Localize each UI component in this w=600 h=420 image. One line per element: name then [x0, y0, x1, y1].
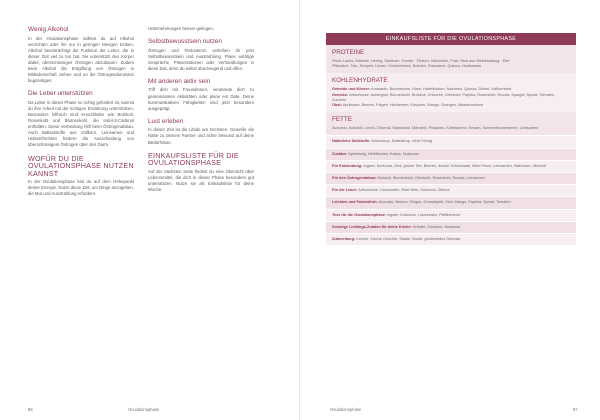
table-title: EINKAUFSLISTE FÜR DIE OVULATIONSPHASE — [326, 33, 576, 45]
row-label: Sonstige Lieblings-Zutaten für deine Küche: — [332, 224, 412, 229]
row-text: Kräuter, Gewürze, Nussmus — [412, 224, 461, 229]
protein-line: Pflanzlich: Tofu, Tempeh, Linsen, Kichererbsen, Bohnen, Edamame, Quinoa, Hanfsamen — [332, 64, 482, 69]
shopping-list-table — [326, 33, 576, 245]
paragraph-intro: Unternehmungen besser gelingen. — [148, 26, 214, 31]
section-fats — [326, 112, 576, 135]
heading-self: Selbstbewusstsein nutzen — [148, 38, 222, 46]
left-column-2 — [148, 26, 254, 199]
paragraph-alcohol: In der Ovulationsphase solltest du auf Alkohol verzichten oder ihn nur in geringen Mengen trinken. Alkohol beeinträchtigt die Funktion der Leber, die in dieser Zeit viel zu tun hat. Sie unterstützt den Körper dabei, überschüssiges Östrogen abzubauen. Zudem kann Alkohol die Entgiftung von Östrogen in Mitleidenschaft ziehen und so die Östrogendominanz begünstigen. — [28, 35, 134, 84]
paragraph-why: In der Ovulationsphase bist du auf dem Höhepunkt deiner Energie. Nutze diese Zeit, um Dinge anzugehen, die Mut und Ausstrahlung erfordern. — [28, 179, 134, 197]
row-label: Für den Östrogenabbau: — [332, 176, 377, 181]
carbs-line-label: Gemüse: — [332, 92, 349, 97]
section-heading-carbs: KOHLENHYDRATE — [332, 77, 388, 85]
page-number-left: 86 — [28, 407, 33, 412]
table-row — [326, 148, 576, 160]
carbs-line-text: Aprikosen, Beeren, Feigen, Himbeeren, Kirschen, Mango, Orangen, Wassermelone — [342, 103, 484, 108]
table-row — [326, 221, 576, 233]
heading-lust: Lust erleben — [148, 117, 184, 125]
paragraph-self: Östrogen und Testosteron verleihen dir jetzt Selbstbewusstsein und Ausstrahlung. Plane wichtige Gespräche, Präsentationen oder Verhandlungen in diese Zeit, denn du wirkst überzeugend und offen. — [148, 47, 254, 71]
row-text: Ingwer, Kurkuma, Löwenzahn, Pfefferminze — [387, 212, 461, 217]
page-number-right: 87 — [573, 407, 578, 412]
footer-title-left: Ovulationsphase — [128, 407, 160, 412]
row-label: Tees für die Ovulationsphase: — [332, 212, 386, 217]
table-row — [326, 172, 576, 184]
row-text: Artischocke, Löwenzahn, Rote Bete, Kurkuma, Zitrone — [358, 188, 450, 193]
row-label: Zusätze: — [332, 151, 348, 156]
section-protein — [326, 45, 576, 73]
fats-line: Avocado, Kokosöl, Leinöl, Olivenöl, Walnussöl, Mandeln, Pistazien, Kürbiskerne, Sesam, Sonnenblumenkerne, Leinsamen — [332, 126, 539, 131]
left-column-1 — [28, 26, 134, 203]
carbs-line-text: Amaranth, Buchweizen, Hirse, Haferflocken, Naturreis, Quinoa, Dinkel, Vollkornbrot — [371, 87, 512, 92]
table-row — [326, 196, 576, 208]
table-row — [326, 184, 576, 196]
carbs-line-label: Getreide und Körner: — [332, 87, 371, 92]
table-row — [326, 209, 576, 221]
section-carbs — [326, 73, 576, 112]
carbs-line — [332, 103, 570, 108]
carbs-line — [332, 93, 570, 103]
row-text: Avocado, Beeren, Feigen, Granatapfel, Kiwi, Mango, Paprika, Spinat, Tomaten — [378, 200, 511, 205]
heading-why: WOFÜR DU DIE OVULATIONSPHASE NUTZEN KANNST — [28, 153, 134, 178]
section-heading-fats: FETTE — [332, 116, 352, 124]
paragraph-social: Triff dich mit Freundinnen, verabrede dich zu gemeinsamen Aktivitäten oder plane ein Date. Deine kommunikativen Fähigkeiten sind jetzt besonders ausgeprägt. — [148, 87, 254, 111]
paragraph-shopping: Auf der nächsten Seite findest du eine Übersicht über Lebensmittel, die dich in dieser Phase besonders gut unterstützen. Nutze sie als Einkaufsliste für deine Woche. — [148, 168, 254, 192]
carbs-line-label: Obst: — [332, 103, 342, 108]
table-row — [326, 135, 576, 147]
paragraph-liver: Da Leber in dieser Phase so richtig gefordert ist, kannst du ihre Arbeit mit der richtigen Ernährung unterstützen. Besonders hilfreich sind Kreuzblütler wie Brokkoli, Rosenkohl und Blumenkohl, die Indol-3-Carbinol enthalten. Diese Verbindung hilft beim Östrogenabbau. Auch Ballaststoffe aus Vollkorn, Leinsamen und Hülsenfrüchten fördern die Ausscheidung von überschüssigem Östrogen über den Darm. — [28, 99, 134, 148]
heading-alcohol: Wenig Alkohol — [28, 26, 69, 33]
heading-shopping: EINKAUFSLISTE FÜR DIE OVULATIONSPHASE — [148, 150, 239, 168]
row-label: Für die Leber: — [332, 188, 358, 193]
row-text: Leichte, frische Gerichte: Salate, Bowls, gedünstetes Gemüse — [356, 237, 461, 242]
section-heading-protein: PROTEINE — [332, 49, 365, 56]
row-label: Leichtes und Farbenfroh: — [332, 200, 378, 205]
row-text: Apfelessig, Hefeflocken, Kakao, Nussmus — [348, 151, 419, 156]
table-row — [326, 160, 576, 172]
row-text: Brokkoli, Blumenkohl, Grünkohl, Rosenkohl, Rucola, Leinsamen — [377, 176, 486, 181]
row-label: Zubereitung: — [332, 237, 356, 242]
row-text: Ahornsirup, Dattelsirup, roher Honig — [371, 139, 432, 144]
row-label: Natürliche Süßstoffe: — [332, 139, 371, 144]
heading-social: Mit anderen aktiv sein — [148, 77, 211, 85]
protein-line: Fisch: Lachs, Makrele, Hering, Sardinen, Forelle · Fleisch: Hähnchen, Pute, Rind aus Weidehaltung · Eier — [332, 59, 510, 63]
row-text: Ingwer, Kurkuma, Zimt, grüner Tee, Beeren, dunkle Schokolade, fetter Fisch, Leinsamen, Walnüsse, Olivenöl — [363, 163, 547, 168]
carbs-line-text: Artischocke, Aubergine, Blumenkohl, Brokkoli, Chicorée, Grünkohl, Paprika, Rosenkohl, Rucola, Spargel, Spinat, Tomaten, Zucchini — [332, 92, 556, 102]
paragraph-lust: In dieser Zeit ist die Libido am höchsten. Genieße die Nähe zu deinem Partner und achte bewusst auf deine Bedürfnisse. — [148, 127, 254, 145]
row-label: Für Entzündung: — [332, 163, 363, 168]
heading-liver: Die Leber unterstützen — [28, 90, 93, 98]
table-row — [326, 233, 576, 245]
footer-title-right: Ovulationsphase — [330, 407, 362, 412]
